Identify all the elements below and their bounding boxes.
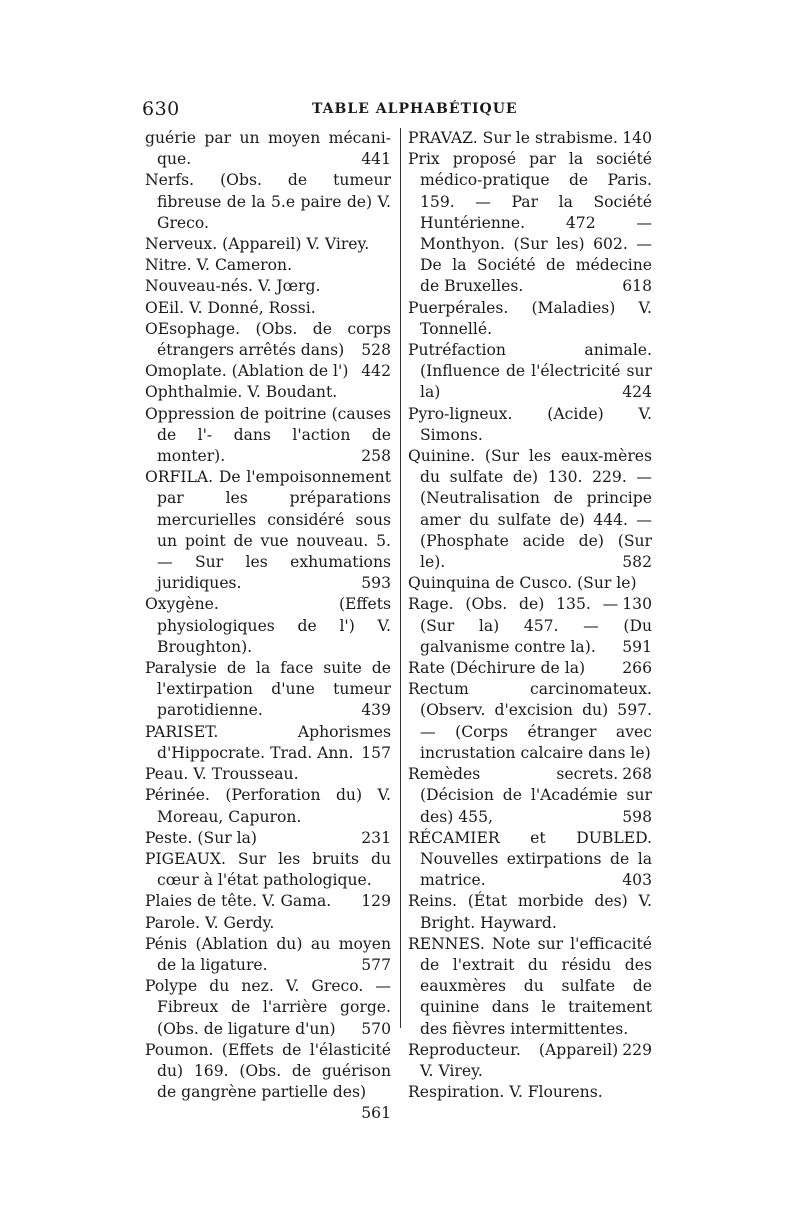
- page-header: [142, 98, 582, 120]
- index-entry-text: Oxygène. (Effets physiologiques de l') V. Broughton).: [145, 595, 391, 656]
- index-entry: [145, 891, 391, 912]
- index-entry-page: 591: [622, 637, 652, 656]
- index-entry: [145, 467, 391, 594]
- index-entry: [145, 1040, 391, 1123]
- index-entry-text: PIGEAUX. Sur les bruits du cœur à l'état pathologique.: [145, 849, 391, 890]
- index-entry-page: 258: [361, 447, 391, 466]
- index-entry: [145, 361, 391, 382]
- index-entry-text: Oppression de poitrine (causes de l'- dans l'action de monter).: [145, 404, 391, 466]
- index-entry-text: Puerpérales. (Maladies) V. Tonnellé.: [408, 298, 652, 338]
- index-entry: [408, 828, 652, 892]
- index-entry-page: 582: [622, 553, 652, 572]
- index-entry-page: 561: [361, 1104, 391, 1123]
- index-entry: [145, 828, 391, 849]
- index-entry: [408, 128, 652, 149]
- index-entry-page: 570: [361, 1019, 391, 1038]
- page-number: 630: [142, 98, 180, 120]
- index-entry-page: 231: [361, 828, 391, 847]
- index-entry: [145, 276, 391, 297]
- index-entry: [408, 1040, 652, 1082]
- index-entry-text: Quinine. (Sur les eaux-mères du sulfate de) 130. 229. — (Neutralisation de principe amer du sulfate de) 444. — (Phosphate acide de) (Sur le).: [408, 447, 652, 572]
- index-entry-text: Nerfs. (Obs. de tumeur fibreuse de la 5.e paire de) V. Greco.: [145, 171, 391, 232]
- index-entry-text: PRAVAZ. Sur le strabisme.: [408, 129, 618, 147]
- index-entry-page: 593: [361, 574, 391, 593]
- index-entry: [408, 340, 652, 404]
- index-entry-text: OEil. V. Donné, Rossi.: [145, 298, 316, 317]
- index-entry-page: 442: [361, 362, 391, 381]
- index-entry: [145, 913, 391, 934]
- index-entry-text: Peau. V. Trousseau.: [145, 765, 299, 784]
- index-entry-page: 140: [622, 129, 652, 147]
- index-column-left: [145, 128, 391, 1125]
- index-entry: [408, 764, 652, 828]
- index-entry: [145, 255, 391, 276]
- index-entry-text: Plaies de tête. V. Gama.: [145, 892, 332, 911]
- index-entry: [408, 298, 652, 340]
- index-entry-text: OEsophage. (Obs. de corps étrangers arrêtés dans): [145, 319, 391, 360]
- index-entry: [408, 404, 652, 446]
- index-entry-page: 403: [622, 871, 652, 890]
- index-entry-text: Peste. (Sur la): [145, 828, 258, 847]
- index-entry: [408, 934, 652, 1059]
- running-title: TABLE ALPHABÉTIQUE: [312, 101, 518, 117]
- index-entry-text: Prix proposé par la société médico-pratique de Paris. 159. — Par la Société Huntérienne. 472 — Monthyon. (Sur les) 602. — De la Société de médecine de Bruxelles.: [408, 150, 652, 296]
- index-entry: [408, 1082, 652, 1103]
- index-entry: [408, 594, 652, 658]
- index-entry: [145, 298, 391, 319]
- index-entry-page: 439: [361, 701, 391, 720]
- index-entry: [408, 891, 652, 933]
- index-entry-text: Omoplate. (Ablation de l'): [145, 362, 349, 381]
- index-entry-page: 129: [361, 892, 391, 911]
- index-entry-text: Périnée. (Perforation du) V. Moreau, Capuron.: [145, 786, 391, 826]
- index-entry: [145, 234, 391, 255]
- index-entry: [408, 149, 652, 297]
- index-entry-text: Nouveau-nés. V. Jœrg.: [145, 277, 321, 296]
- index-entry-text: Paralysie de la face suite de l'extirpation d'une tumeur parotidienne.: [145, 659, 391, 720]
- index-entry-page: 577: [361, 955, 391, 974]
- index-entry-text: Pyro-ligneux. (Acide) V. Simons.: [408, 404, 652, 444]
- index-entry: [408, 679, 652, 784]
- index-entry-page: 229: [622, 1040, 652, 1059]
- index-entry-page: 441: [361, 150, 391, 169]
- index-entry-page: 266: [622, 659, 652, 678]
- index-entry-text: PARISET. Aphorismes d'Hippocrate. Trad. Ann.: [145, 722, 391, 762]
- index-entry-page: 618: [622, 277, 652, 296]
- index-column-right: [408, 128, 652, 1103]
- index-entry-text: Poumon. (Effets de l'élasticité du) 169. (Obs. de guérison de gangrène partielle des): [145, 1040, 391, 1102]
- index-entry-text: Rage. (Obs. de) 135. — (Sur la) 457. — (Du galvanisme contre la).: [408, 595, 652, 656]
- index-entry-text: Respiration. V. Flourens.: [408, 1083, 603, 1102]
- index-entry-text: Pénis (Ablation du) au moyen de la ligature.: [145, 934, 391, 974]
- index-entry-page: 424: [622, 383, 652, 402]
- index-entry-text: Remèdes secrets. (Décision de l'Académie sur des) 455,: [408, 765, 652, 826]
- index-entry: [408, 658, 652, 679]
- index-entry: [145, 764, 391, 785]
- index-entry-page: 598: [622, 807, 652, 826]
- index-entry-text: Rectum carcinomateux. (Observ. d'excision du) 597. — (Corps étranger avec incrustation calcaire dans le): [408, 680, 652, 762]
- index-entry: [145, 722, 391, 764]
- index-entry: [145, 976, 391, 1040]
- index-entry-text: Parole. V. Gerdy.: [145, 913, 275, 932]
- index-entry-text: Reproducteur. (Appareil) V. Virey.: [408, 1040, 619, 1080]
- index-entry-text: RENNES. Note sur l'efficacité de l'extrait du résidu des eauxmères du sulfate de quinine dans le traitement des fièvres intermittentes.: [408, 934, 652, 1038]
- index-entry: [145, 319, 391, 361]
- index-entry: [145, 594, 391, 658]
- index-entry-text: Ophthalmie. V. Boudant.: [145, 383, 338, 402]
- index-entry-text: Nitre. V. Cameron.: [145, 256, 293, 275]
- column-divider: [400, 128, 401, 1028]
- index-entry-text: ORFILA. De l'empoisonnement par les préparations mercurielles considéré sous un point de vue nouveau. 5. — Sur les exhumations juridiques.: [145, 468, 391, 593]
- index-entry-text: RÉCAMIER et DUBLED. Nouvelles extirpations de la matrice.: [408, 828, 652, 890]
- index-entry: [145, 934, 391, 976]
- index-entry: [145, 404, 391, 468]
- index-entry: [145, 785, 391, 827]
- index-entry: [145, 128, 391, 170]
- index-entry-text: Polype du nez. V. Greco. — Fibreux de l'arrière gorge. (Obs. de ligature d'un): [145, 977, 391, 1038]
- index-entry-page: 268: [622, 765, 652, 784]
- index-entry-text: guérie par un moyen mécani-que.: [145, 129, 391, 169]
- index-entry: [145, 170, 391, 234]
- index-entry-text: Rate (Déchirure de la): [408, 659, 586, 678]
- index-entry-text: Nerveux. (Appareil) V. Virey.: [145, 235, 370, 254]
- index-entry-text: Quinquina de Cusco. (Sur le): [408, 574, 637, 593]
- index-entry: [145, 658, 391, 722]
- index-entry-text: Reins. (État morbide des) V. Bright. Hayward.: [408, 892, 652, 932]
- index-entry: [408, 573, 652, 614]
- index-entry-page: 157: [361, 743, 391, 762]
- index-entry-text: Putréfaction animale. (Influence de l'électricité sur la): [408, 341, 652, 402]
- index-entry: [408, 446, 652, 573]
- index-entry-page: 130: [622, 595, 652, 614]
- index-entry: [145, 382, 391, 403]
- index-entry-page: 528: [361, 341, 391, 360]
